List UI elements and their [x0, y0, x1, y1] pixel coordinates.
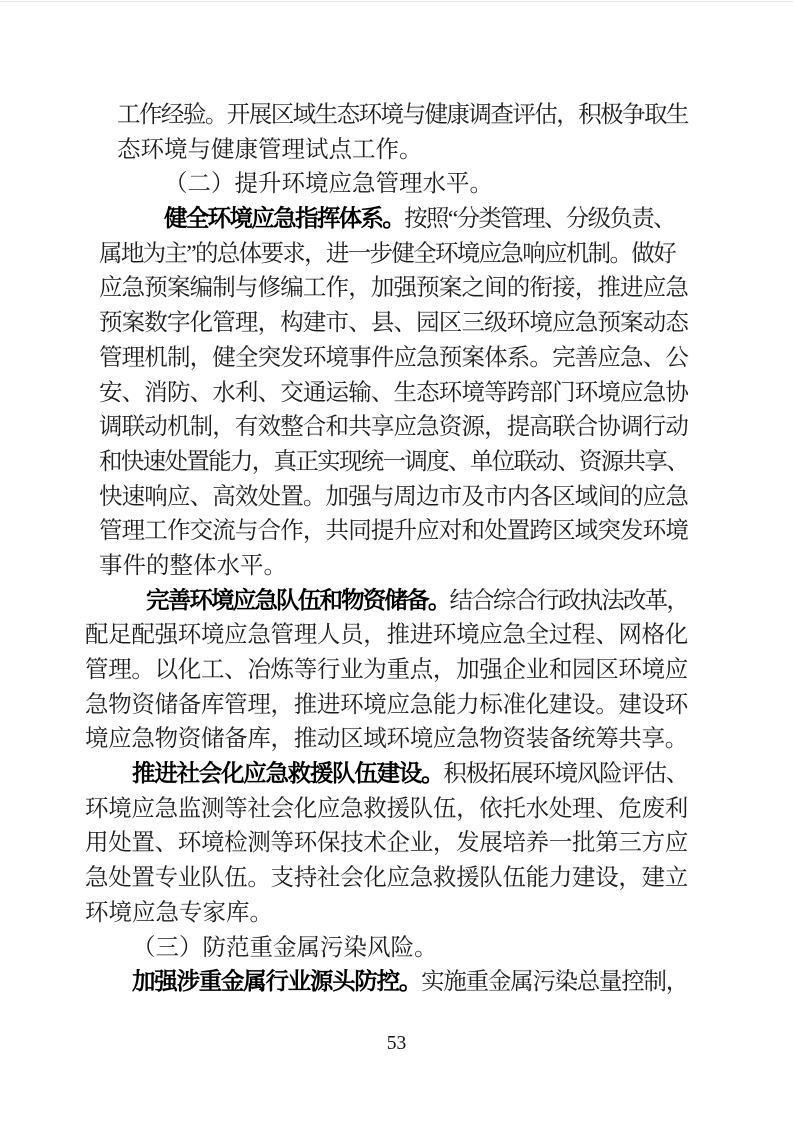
text-line: [132, 931, 793, 966]
text-line: [99, 341, 793, 376]
text-line: [117, 133, 793, 168]
text-line: [99, 480, 793, 515]
body-text: 管理机制，健全突发环境事件应急预案体系。完善应急、公: [99, 344, 689, 371]
body-text: 调联动机制，有效整合和共享应急资源，提高联合协调行动: [99, 414, 689, 441]
body-text: 结合综合行政执法改革，: [449, 587, 689, 614]
body-text: 事件的整体水平。: [99, 552, 287, 579]
body-text: 态环境与健康管理试点工作。: [117, 136, 423, 163]
body-text: 按照“分类管理、分级负责、: [404, 206, 675, 233]
text-line: [99, 237, 793, 272]
body-text: 实施重金属污染总量控制，: [421, 969, 689, 996]
text-line: [117, 98, 793, 133]
paragraph-lead-bold: 加强涉重金属行业源头防控。: [132, 969, 422, 996]
body-text: （二）提升环境应急管理水平。: [164, 171, 493, 198]
text-line: [99, 514, 793, 549]
text-line: [132, 757, 793, 792]
text-line: [164, 202, 793, 237]
text-line: [99, 445, 793, 480]
body-text: 管理工作交流与合作，共同提升应对和处置跨区域突发环境: [99, 518, 689, 545]
text-line: [146, 584, 793, 619]
page-number: 53: [386, 1033, 407, 1054]
text-line: [164, 167, 793, 202]
body-text: 境应急物资储备库，推动区域环境应急物资装备统筹共享。: [85, 726, 688, 753]
body-text: 配足配强环境应急管理人员，推进环境应急全过程、网格化: [85, 622, 688, 649]
text-line: [99, 271, 793, 306]
body-text: 工作经验。开展区域生态环境与健康调查评估，积极争取生: [117, 102, 689, 128]
paragraph-lead-bold: 推进社会化应急救援队伍建设。: [132, 761, 444, 788]
text-line: [85, 618, 793, 653]
body-text: 应急预案编制与修编工作，加强预案之间的衔接，推进应急: [99, 275, 689, 302]
body-text: 用处置、环境检测等环保技术企业，发展培养一批第三方应: [85, 830, 688, 857]
body-text: （三）防范重金属污染风险。: [132, 934, 438, 961]
text-line: [85, 792, 793, 827]
text-line: [85, 688, 793, 723]
body-text: 安、消防、水利、交通运输、生态环境等跨部门环境应急协: [99, 379, 689, 406]
body-text: 急处置专业队伍。支持社会化应急救援队伍能力建设，建立: [85, 865, 688, 892]
body-text: 环境应急监测等社会化应急救援队伍，依托水处理、危废利: [85, 795, 688, 822]
text-line: [85, 861, 793, 896]
body-text: 预案数字化管理，构建市、县、园区三级环境应急预案动态: [99, 310, 689, 337]
body-text: 积极拓展环境风险评估、: [443, 761, 689, 788]
text-line: [99, 306, 793, 341]
text-line: [85, 722, 793, 757]
text-line: [99, 376, 793, 411]
text-line: [132, 965, 793, 1000]
body-text: 环境应急专家库。: [85, 899, 273, 926]
text-line: [85, 896, 793, 931]
body-text: 管理。以化工、冶炼等行业为重点，加强企业和园区环境应: [85, 657, 688, 683]
paragraph-lead-bold: 健全环境应急指挥体系。: [164, 206, 405, 233]
body-text: 和快速处置能力，真正实现统一调度、单位联动、资源共享、: [99, 448, 689, 475]
paragraph-lead-bold: 完善环境应急队伍和物资储备。: [146, 587, 450, 614]
text-line: [99, 410, 793, 445]
text-line: [85, 653, 793, 688]
document-body: [0, 98, 793, 1000]
body-text: 快速响应、高效处置。加强与周边市及市内各区域间的应急: [99, 483, 689, 510]
text-line: [85, 826, 793, 861]
scan-edge-artifact: [0, 1, 793, 2]
body-text: 急物资储备库管理，推进环境应急能力标准化建设。建设环: [85, 691, 688, 718]
body-text: 属地为主”的总体要求，进一步健全环境应急响应机制。做好: [99, 240, 675, 267]
text-line: [99, 549, 793, 584]
